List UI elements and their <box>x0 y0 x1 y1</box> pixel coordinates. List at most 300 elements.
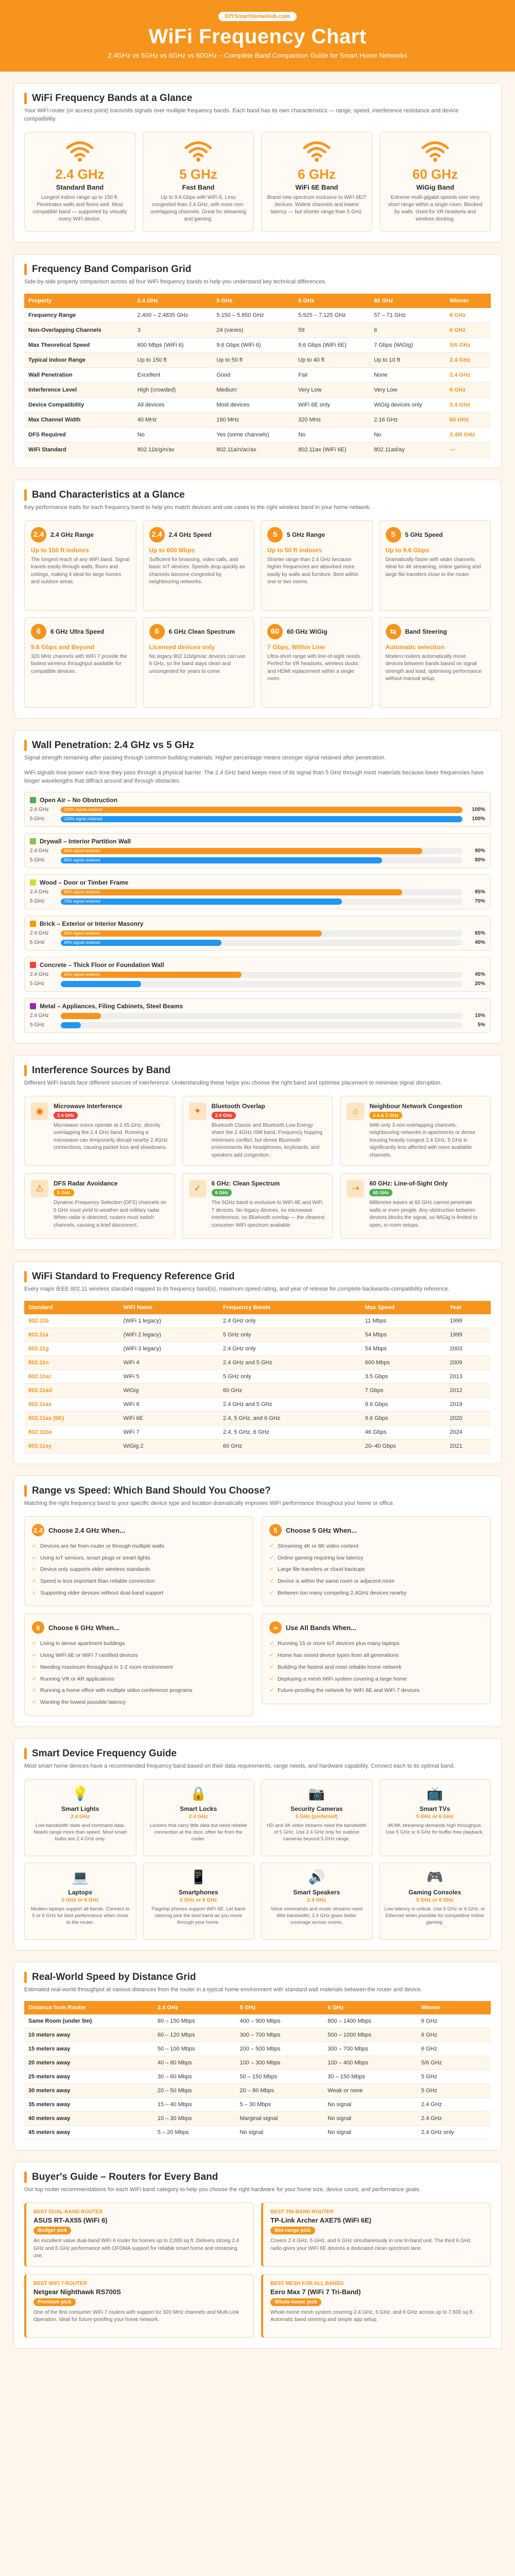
device-title: Smart Speakers <box>293 1888 340 1896</box>
table-cell: 7 Gbps (WiGig) <box>370 337 445 352</box>
material-swatch <box>30 797 36 803</box>
signal-bar-row <box>30 1013 485 1019</box>
interference-description: Millimetre waves at 60 GHz cannot penetrate walls or even people. Any obstruction between devices blocks the signal, so WiGig is limited to open, in-room setups. <box>369 1200 477 1228</box>
band-name: 2.4 GHz <box>55 166 105 182</box>
table-cell: 40 meters away <box>24 2112 153 2126</box>
band-description: Longest indoor range up to 150 ft. Penetrates walls and floors well. Most compatible band — supported by virtually every WiFi device. <box>32 194 127 222</box>
band-cards <box>24 132 491 232</box>
characteristic-description: The longest reach of any WiFi band. Signal travels easily through walls, floors and ceilings, making it ideal for large homes and outdoor areas. <box>31 556 130 585</box>
band-label: 2.4 GHz <box>30 889 49 895</box>
material-label: Wood – Door or Timber Frame <box>40 878 129 886</box>
table-cell: 15 meters away <box>24 2042 153 2056</box>
table-cell: 6 <box>370 323 445 337</box>
interference-card <box>182 1096 333 1166</box>
device-band: 5 GHz or 6 GHz <box>61 1897 99 1903</box>
characteristic-title: 2.4 GHz Range <box>50 531 94 538</box>
signal-bar-track <box>61 940 462 946</box>
signal-bar-track <box>61 972 462 978</box>
band-card <box>380 132 491 232</box>
table-cell: 15 – 40 Mbps <box>153 2098 236 2112</box>
device-title: Smart TVs <box>419 1805 450 1812</box>
interference-title: DFS Radar Avoidance <box>54 1180 118 1188</box>
table-cell: 5/6 GHz <box>417 2056 491 2070</box>
device-band: 2.4 GHz <box>188 1814 208 1820</box>
range-list-item: ✓ Deploying a mesh WiFi system covering a large home <box>269 1673 483 1685</box>
penetration-section <box>13 730 502 1044</box>
device-band: 5 GHz or 6 GHz <box>180 1897 217 1903</box>
signal-bar-fill: 85% signal retained <box>61 889 402 895</box>
table-cell: 20 meters away <box>24 2056 153 2070</box>
table-cell: Max Theoretical Speed <box>24 337 133 352</box>
section-accent <box>24 1972 27 1983</box>
signal-percent: 5% <box>477 1022 485 1028</box>
table-cell: 600 Mbps <box>361 1356 446 1370</box>
band-label: 2.4 GHz <box>30 1013 49 1019</box>
band-card <box>143 132 254 232</box>
characteristic-card <box>379 617 491 708</box>
table-cell: 2.4 GHz and 5 GHz <box>219 1398 361 1412</box>
header-row <box>24 2001 491 2014</box>
range-list <box>32 1638 246 1708</box>
table-cell: 2013 <box>445 1370 491 1384</box>
router-price-tag: Whole-home pick <box>270 2298 321 2306</box>
material-name <box>30 879 485 886</box>
characteristic-value: Up to 9.6 Gbps <box>385 546 430 554</box>
band-label: 2.4 GHz <box>30 848 49 854</box>
table-cell: (WiFi 3 legacy) <box>119 1342 219 1356</box>
table-cell: No <box>133 427 213 442</box>
column-header: 6 GHz <box>323 2001 417 2014</box>
wifi-icon <box>421 140 450 162</box>
table-cell: 9.6 Gbps <box>361 1412 446 1426</box>
table-cell: No signal <box>323 2126 417 2140</box>
band-description: Brand new spectrum exclusive to WiFi 6E/7 devices. Widest channels and lowest latency — but shorter range than 5 GHz. <box>267 194 367 215</box>
table-cell: (WiFi 2 legacy) <box>119 1328 219 1342</box>
table-cell: WiFi 7 <box>119 1426 219 1439</box>
table-cell: 802.11ac <box>24 1370 119 1384</box>
signal-percent: 100% <box>472 807 485 813</box>
interference-icon: ◉ <box>31 1103 48 1120</box>
signal-bar-fill: 100% signal retained <box>61 807 462 813</box>
table-cell: 802.11ad <box>24 1384 119 1398</box>
signal-bar-row <box>30 899 485 905</box>
device-description: Voice commands and music streams need little bandwidth; 2.4 GHz gives better coverage across rooms. <box>270 1906 363 1926</box>
column-header: WiFi Name <box>119 1301 219 1314</box>
characteristic-value: 7 Gbps, Within Line <box>267 643 325 651</box>
interference-icon: ⌂ <box>347 1103 364 1120</box>
table-cell: 802.11ax (WiFi 6E) <box>294 442 370 457</box>
range-box <box>24 1516 253 1606</box>
table-cell: 40 – 80 Mbps <box>153 2056 236 2070</box>
table-row <box>24 1412 491 1426</box>
table-cell: 400 – 900 Mbps <box>236 2014 324 2028</box>
router-name: TP-Link Archer AXE75 (WiFi 6E) <box>270 2216 372 2225</box>
table-cell: 60 – 120 Mbps <box>153 2028 236 2042</box>
material-label: Metal – Appliances, Filing Cabinets, Steel Beams <box>40 1002 183 1010</box>
signal-percent: 80% <box>474 857 485 863</box>
characteristic-title: Band Steering <box>405 628 447 635</box>
table-row <box>24 1370 491 1384</box>
table-cell: 5 GHz only <box>219 1328 361 1342</box>
device-card <box>24 1862 136 1940</box>
interference-title: Neighbour Network Congestion <box>369 1102 462 1110</box>
device-card <box>379 1862 491 1940</box>
range-title-text: Choose 6 GHz When... <box>48 1623 119 1632</box>
signal-bar-row <box>30 857 485 863</box>
band-icon: ∞ <box>269 1621 282 1634</box>
table-row <box>24 367 491 382</box>
table-cell: Same Room (under 5m) <box>24 2014 153 2028</box>
device-card <box>24 1779 136 1856</box>
router-description: An excellent value dual-band WiFi 6 router for homes up to 2,000 sq ft. Delivers strong 2.4 GHz and 5 GHz performance with OFDMA support for reliable smart home and streaming use. <box>33 2238 239 2259</box>
characteristic-card <box>261 520 373 611</box>
device-title: Laptops <box>68 1888 93 1896</box>
band-badge: 5 GHz <box>54 1189 74 1196</box>
column-header: 6 GHz <box>294 294 370 308</box>
table-cell: Frequency Range <box>24 308 133 323</box>
interference-description: The 6GHz band is exclusive to WiFi 6E and WiFi 7 devices. No legacy devices, no microwave interference, no Bluetooth overlap — the cleanest consumer WiFi spectrum available. <box>211 1200 325 1228</box>
device-icon: 🔒 <box>190 1785 207 1801</box>
characteristic-card <box>143 520 255 611</box>
table-cell: 100 – 400 Mbps <box>323 2056 417 2070</box>
table-cell: 40 MHz <box>133 412 213 427</box>
band-label: 5 GHz <box>30 940 45 946</box>
table-cell: 54 Mbps <box>361 1328 446 1342</box>
table-cell: WiFi 6E only <box>294 397 370 412</box>
range-title <box>269 1621 483 1634</box>
characteristic-header <box>149 624 248 639</box>
material-name <box>30 796 485 804</box>
router-card <box>24 2274 254 2338</box>
range-list-item: ✓ Wanting the lowest possible latency <box>32 1697 246 1708</box>
material-name <box>30 838 485 845</box>
characteristic-header <box>31 527 130 543</box>
section-description: Estimated real-world throughput at various distances from the router in a typical home environment with standard wall materials between the router and device. <box>24 1986 422 1993</box>
table-cell: 802.11ad/ay <box>370 442 445 457</box>
table-cell: 10 – 30 Mbps <box>153 2112 236 2126</box>
range-box <box>262 1516 491 1606</box>
column-header: 2.4 GHz <box>153 2001 236 2014</box>
device-title: Security Cameras <box>290 1805 343 1812</box>
table-cell: 5.925 – 7.125 GHz <box>294 308 370 323</box>
device-description: Lockers that carry little data but need reliable connection at the door, often far from the router. <box>149 1822 247 1842</box>
section-title: Band Characteristics at a Glance <box>32 489 185 500</box>
band-icon: ⇆ <box>386 624 401 639</box>
band-subtitle: Fast Band <box>182 183 215 191</box>
material-name <box>30 1003 485 1010</box>
column-header: Year <box>445 1301 491 1314</box>
signal-percent: 100% <box>472 816 485 822</box>
table-row <box>24 397 491 412</box>
table-cell: 2.4 GHz and 5 GHz <box>219 1356 361 1370</box>
table-cell: 2012 <box>445 1384 491 1398</box>
band-description: Extreme multi‑gigabit speeds over very short range within a single room. Blocked by walls. Used for VR headsets and wireless docking. <box>388 194 483 222</box>
signal-bar-track <box>61 816 462 822</box>
interference-body <box>54 1103 168 1160</box>
table-cell: 500 – 1000 Mbps <box>323 2028 417 2042</box>
signal-bar-row <box>30 807 485 813</box>
interference-body <box>212 1180 327 1232</box>
device-description: Modern laptops support all bands. Connect to 5 or 6 GHz for best performance when close to the router. <box>30 1906 130 1926</box>
router-name: Eero Max 7 (WiFi 7 Tri-Band) <box>270 2287 361 2296</box>
router-category: BEST MESH FOR ALL BANDS <box>270 2280 344 2286</box>
table-row <box>24 308 491 323</box>
device-description: Flagship phones support WiFi 6E. Let band steering pick the best band as you move through your home. <box>151 1906 246 1926</box>
interference-title: Microwave Interference <box>54 1102 123 1110</box>
wifi-icon <box>184 140 213 162</box>
characteristic-card <box>143 617 255 708</box>
router-cards <box>24 2202 491 2338</box>
signal-bar-fill <box>61 1022 81 1028</box>
header-row <box>24 1301 491 1314</box>
table-cell: 5 GHz <box>417 2084 491 2098</box>
band-label: 5 GHz <box>30 981 45 987</box>
table-cell: No signal <box>323 2112 417 2126</box>
interference-cards <box>24 1096 491 1240</box>
range-section <box>13 1476 502 1727</box>
buyers-section <box>13 2162 502 2348</box>
material-label: Drywall – Interior Partition Wall <box>40 837 131 845</box>
characteristic-title: 6 GHz Clean Spectrum <box>168 628 235 635</box>
table-cell: 802.11ax <box>24 1398 119 1412</box>
table-row <box>24 1384 491 1398</box>
band-name: 5 GHz <box>179 166 217 182</box>
section-accent <box>24 1065 27 1076</box>
table-head <box>24 2001 491 2014</box>
section-title: Buyer's Guide – Routers for Every Band <box>32 2172 218 2183</box>
interference-icon: ✦ <box>189 1103 207 1120</box>
table-cell: 35 meters away <box>24 2098 153 2112</box>
table-cell: 802.11ax (6E) <box>24 1412 119 1426</box>
device-title: Smartphones <box>178 1888 218 1896</box>
table-cell: 1999 <box>445 1314 491 1328</box>
table-cell: Wall Penetration <box>24 367 133 382</box>
signal-bar-fill: 45% signal retained <box>61 972 242 978</box>
section-title: Interference Sources by Band <box>32 1064 171 1076</box>
table-cell: 2.4 GHz <box>417 2098 491 2112</box>
table-row <box>24 2126 491 2140</box>
device-icon: 💡 <box>72 1785 89 1801</box>
characteristic-title: 2.4 GHz Speed <box>168 531 212 538</box>
range-list-item: ✓ Future-proofing the network for WiFi 6E and WiFi 7 devices <box>269 1685 483 1697</box>
table-row <box>24 1426 491 1439</box>
table-row <box>24 1328 491 1342</box>
table-cell: 320 MHz <box>294 412 370 427</box>
characteristic-description: No legacy 802.11b/g/n/ac devices can use 6 GHz, so the band stays clean and uncongested for years to come. <box>149 653 246 674</box>
range-title <box>269 1524 483 1536</box>
table-cell: 600 Mbps (WiFi 6) <box>133 337 213 352</box>
interference-section <box>13 1055 502 1250</box>
table-row <box>24 1398 491 1412</box>
band-label: 5 GHz <box>30 816 45 822</box>
material-label: Brick – Exterior or Interior Masonry <box>40 920 144 927</box>
table-cell: 3 <box>133 323 213 337</box>
interference-card <box>340 1173 491 1239</box>
interference-card <box>24 1173 175 1239</box>
table-cell: Device Compatibility <box>24 397 133 412</box>
bands-at-glance-section <box>13 83 502 243</box>
signal-bar-track <box>61 807 462 813</box>
table-cell: Interference Level <box>24 382 133 397</box>
table-cell: 2.4/6 GHz <box>445 427 491 442</box>
table-row <box>24 442 491 457</box>
material-row <box>24 957 491 992</box>
table-head <box>24 294 491 308</box>
band-label: 2.4 GHz <box>30 930 49 937</box>
table-cell: — <box>445 442 491 457</box>
device-title: Smart Lights <box>61 1805 99 1812</box>
table-row <box>24 1356 491 1370</box>
material-label: Open Air – No Obstruction <box>40 796 117 804</box>
band-badge: 2.4 & 5 GHz <box>369 1112 402 1119</box>
table-cell: 2020 <box>445 1412 491 1426</box>
band-description: Up to 9.6 Gbps with WiFi 6. Less congested than 2.4 GHz, with more non-overlapping channels. Great for streaming and gaming. <box>150 194 247 222</box>
range-title <box>32 1524 246 1536</box>
device-card <box>143 1862 255 1940</box>
table-cell: 57 – 71 GHz <box>370 308 445 323</box>
device-description: Low-bandwidth state and command data. Needs range more than speed. Most smart bulbs are 2.4 GHz only. <box>33 1822 127 1842</box>
table-cell: Typical Indoor Range <box>24 352 133 367</box>
range-list <box>269 1638 483 1696</box>
wifi-icon <box>65 140 94 162</box>
column-header: 2.4 GHz <box>133 294 213 308</box>
table-cell: WiFi Standard <box>24 442 133 457</box>
range-list-item: ✓ Running 15 or more IoT devices plus many laptops <box>269 1638 483 1650</box>
table-row <box>24 1439 491 1453</box>
section-accent <box>24 1748 27 1759</box>
range-list-item: ✓ Running a home office with multiple video conference programs <box>32 1685 246 1697</box>
table-row <box>24 382 491 397</box>
table-cell: 2.4 GHz <box>417 2112 491 2126</box>
table-cell: WiGig 2 <box>119 1439 219 1453</box>
band-icon: 2.4 <box>149 527 165 543</box>
characteristic-header <box>386 527 485 543</box>
table-cell: 2.4 GHz only <box>219 1342 361 1356</box>
device-band: 5 GHz or 6 GHz <box>416 1814 454 1820</box>
table-cell: 24 (varies) <box>212 323 294 337</box>
table-row <box>24 323 491 337</box>
band-icon: 5 <box>386 527 401 543</box>
band-icon: 5 <box>269 1524 282 1536</box>
table-row <box>24 2056 491 2070</box>
band-name: 6 GHz <box>298 166 336 182</box>
table-row <box>24 1314 491 1328</box>
signal-bar-row <box>30 940 485 946</box>
signal-bar-track <box>61 1022 462 1028</box>
table-cell: Very Low <box>370 382 445 397</box>
range-list-item: ✓ Between too many competing 2.4GHz devices nearby <box>269 1587 483 1599</box>
table-cell: 50 – 100 Mbps <box>153 2042 236 2056</box>
table-cell: WiFi 6E <box>119 1412 219 1426</box>
band-card <box>261 132 372 232</box>
signal-bar-track <box>61 899 462 905</box>
interference-body <box>54 1180 168 1232</box>
material-name <box>30 961 485 969</box>
band-label: 5 GHz <box>30 857 45 863</box>
band-icon: 6 <box>149 624 165 639</box>
characteristic-card <box>24 617 136 708</box>
characteristic-header <box>386 624 485 639</box>
range-box <box>24 1614 253 1716</box>
table-cell: 3.5 Gbps <box>361 1370 446 1384</box>
column-header: Winner <box>445 294 491 308</box>
standards-table <box>24 1301 491 1453</box>
section-title: WiFi Standard to Frequency Reference Grid <box>32 1271 235 1282</box>
signal-percent: 70% <box>474 899 485 905</box>
page-title: WiFi Frequency Chart <box>148 25 367 48</box>
characteristic-header <box>31 624 130 639</box>
interference-card <box>340 1096 491 1166</box>
characteristic-card <box>24 520 136 611</box>
table-cell: 2003 <box>445 1342 491 1356</box>
table-cell: 5 GHz only <box>219 1370 361 1384</box>
table-cell: DFS Required <box>24 427 133 442</box>
range-list-item: ✓ Supporting older devices without dual-band support <box>32 1587 246 1599</box>
signal-percent: 20% <box>474 981 485 987</box>
signal-percent: 90% <box>474 848 485 854</box>
material-swatch <box>30 921 36 927</box>
signal-bar-row <box>30 972 485 978</box>
table-cell: 45 meters away <box>24 2126 153 2140</box>
table-cell: 59 <box>294 323 370 337</box>
comparison-section <box>13 254 502 468</box>
interference-description: Bluetooth Classic and Bluetooth Low Energy share the 2.4GHz ISM band. Frequency hopping minimises conflict, but dense Bluetooth environments like headphones, keyboards, and speakers add congestion. <box>211 1122 322 1158</box>
table-cell: Max Channel Width <box>24 412 133 427</box>
range-column-left <box>24 1516 253 1716</box>
material-row <box>24 998 491 1033</box>
characteristic-description: 320 MHz channels with WiFi 7 provide the fastest wireless throughput available for compatible devices. <box>31 653 127 674</box>
signal-bar-row <box>30 816 485 822</box>
table-cell: 80 – 150 Mbps <box>153 2014 236 2028</box>
table-cell: 800 – 1400 Mbps <box>323 2014 417 2028</box>
range-title-text: Use All Bands When... <box>286 1623 356 1632</box>
characteristic-title: 60 GHz WiGig <box>287 628 328 635</box>
router-card <box>261 2274 491 2338</box>
table-cell: 5 – 30 Mbps <box>236 2098 324 2112</box>
interference-icon: ⚠ <box>31 1180 48 1197</box>
signal-bar-row <box>30 930 485 937</box>
characteristic-title: 6 GHz Ultra Speed <box>50 628 105 635</box>
interference-description: With only 3 non-overlapping channels, neighbouring networks in apartments or dense housing heavily congest 2.4 GHz. 5 GHz is significantly less affected with more available channels. <box>369 1122 476 1158</box>
device-icon: 📺 <box>426 1785 443 1801</box>
column-header: Standard <box>24 1301 119 1314</box>
signal-bar-fill <box>61 981 141 987</box>
table-cell: Fair <box>294 367 370 382</box>
material-name <box>30 920 485 927</box>
column-header: Frequency Bands <box>219 1301 361 1314</box>
characteristic-value: Automatic selection <box>385 643 444 651</box>
band-card <box>24 132 135 232</box>
table-cell: 802.11g <box>24 1342 119 1356</box>
device-icon: 💻 <box>72 1869 89 1885</box>
table-cell: 200 – 500 Mbps <box>236 2042 324 2056</box>
range-list-item: ✓ Home has mixed device types from all generations <box>269 1650 483 1662</box>
router-category: BEST TRI-BAND ROUTER <box>270 2209 334 2215</box>
section-accent <box>24 740 27 751</box>
table-cell: 2.4, 5 GHz, 6 GHz <box>219 1426 361 1439</box>
signal-bar-track <box>61 1013 462 1019</box>
table-head <box>24 1301 491 1314</box>
section-title: Frequency Band Comparison Grid <box>32 263 192 275</box>
table-cell: 9.6 Gbps (WiFi 6E) <box>294 337 370 352</box>
section-title: WiFi Frequency Bands at a Glance <box>32 93 193 104</box>
table-cell: 30 – 60 Mbps <box>153 2070 236 2084</box>
table-cell: 5.150 – 5.850 GHz <box>212 308 294 323</box>
device-band: 5 GHz or 6 GHz <box>416 1897 454 1903</box>
characteristic-card <box>261 617 373 708</box>
table-cell: 2019 <box>445 1398 491 1412</box>
band-badge: 60 GHz <box>369 1189 392 1196</box>
